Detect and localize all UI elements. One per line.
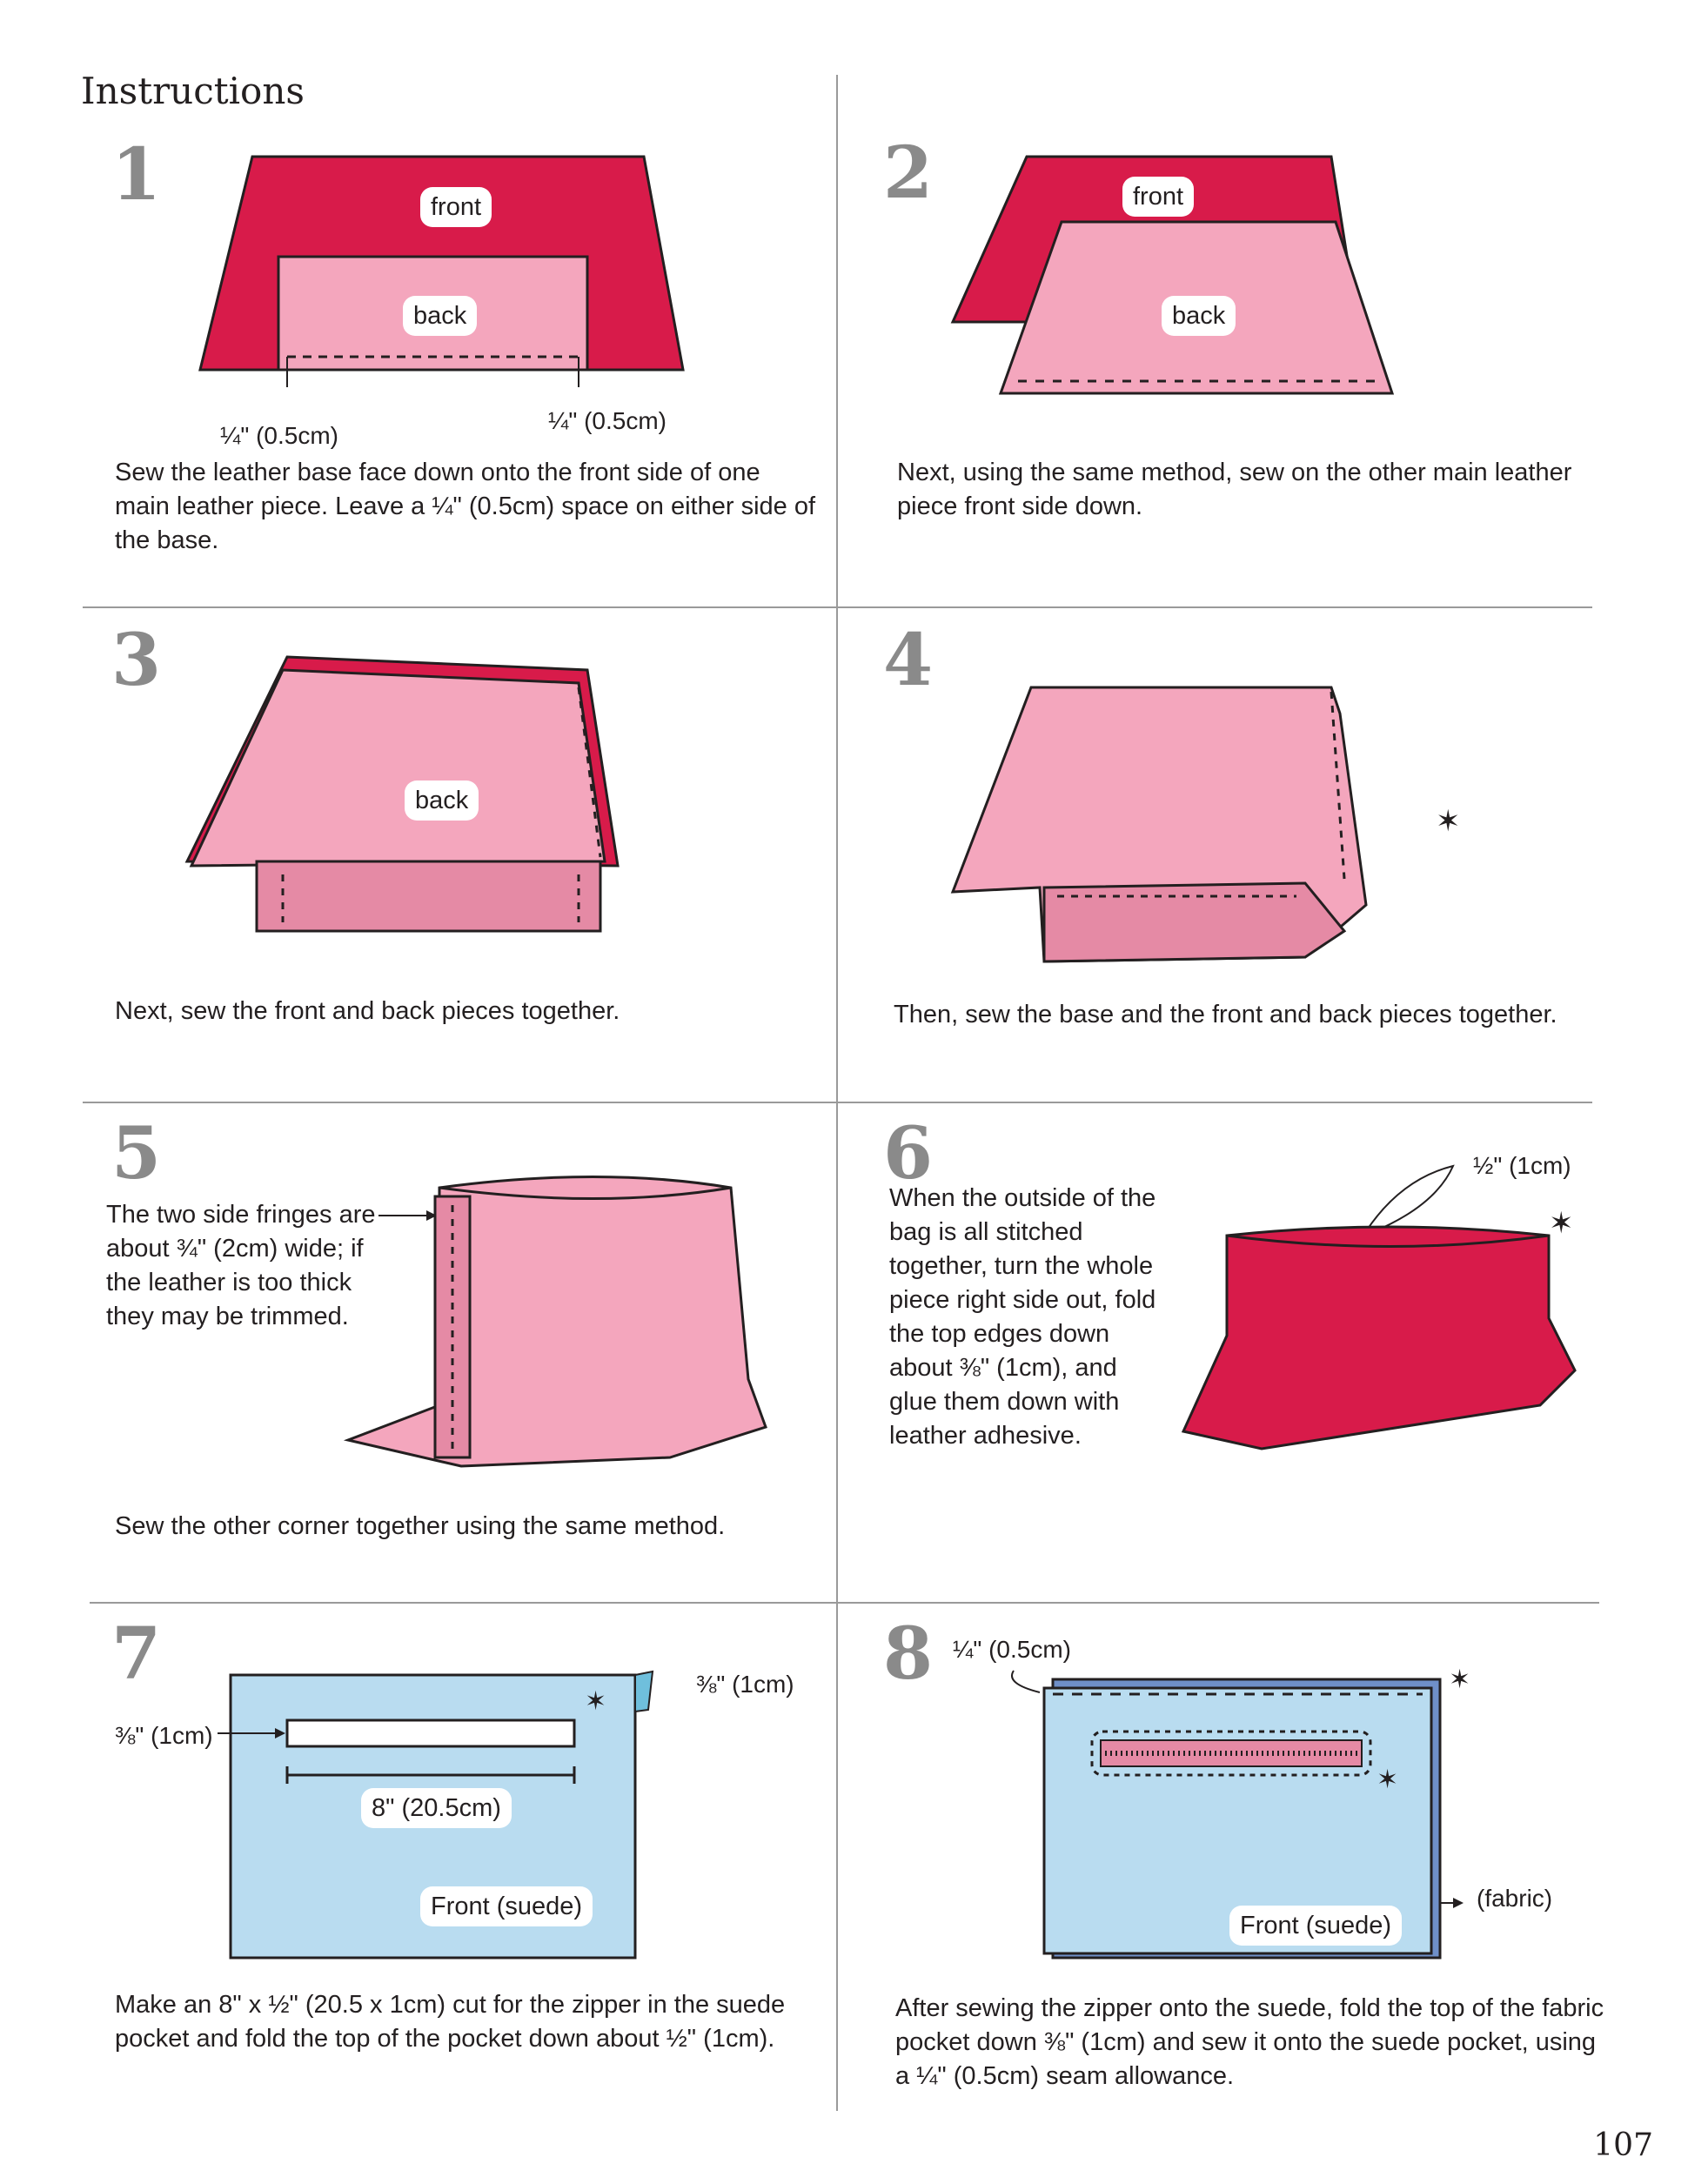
- panel-label: Front (suede): [420, 1886, 593, 1926]
- step-number: 6: [883, 1112, 934, 1196]
- left-seam-measure: ¼" (0.5cm): [220, 422, 338, 449]
- panel-label: Front (suede): [1229, 1906, 1402, 1946]
- step-caption: Next, using the same method, sew on the other main leather piece front side down.: [897, 459, 1572, 520]
- svg-text:✶: ✶: [585, 1686, 607, 1717]
- fold-measure: ½" (1cm): [1473, 1152, 1571, 1179]
- step-caption: Then, sew the base and the front and back pieces together.: [894, 1001, 1557, 1028]
- row-divider-3: [90, 1602, 1599, 1604]
- step-4-illustration: [948, 679, 1461, 975]
- front-label: front: [1122, 177, 1194, 217]
- step-number: 4: [883, 619, 934, 702]
- back-label: back: [1162, 296, 1236, 336]
- svg-text:✶: ✶: [1377, 1765, 1399, 1795]
- back-label: back: [403, 296, 477, 336]
- step-caption: After sewing the zipper onto the suede, fold the top of the fabric pocket down ⅜" (1cm) and sew it onto the suede pocket, using a ¼" (0.5cm) seam allowance.: [895, 1994, 1604, 2090]
- svg-text:✶: ✶: [1449, 1665, 1471, 1695]
- fold-measure: ⅜" (1cm): [696, 1671, 794, 1698]
- slit-measure: ⅜" (1cm): [115, 1722, 213, 1749]
- step-number: 7: [111, 1612, 162, 1696]
- page-number: 107: [1593, 2127, 1653, 2163]
- fabric-label: (fabric): [1477, 1885, 1553, 1912]
- row-divider-1: [83, 606, 1592, 608]
- step-number: 3: [111, 619, 162, 702]
- column-divider: [836, 75, 838, 2111]
- svg-text:✶: ✶: [1436, 804, 1461, 839]
- back-label: back: [405, 780, 479, 821]
- step-caption: Make an 8" x ½" (20.5 x 1cm) cut for the zipper in the suede pocket and fold the top of the pocket down about ½" (1cm).: [115, 1991, 786, 2053]
- length-measure-label: 8" (20.5cm): [361, 1788, 512, 1828]
- row-divider-2: [83, 1102, 1592, 1103]
- step-5-illustration: [339, 1170, 818, 1484]
- seam-measure: ¼" (0.5cm): [953, 1636, 1071, 1663]
- step-number: 8: [883, 1612, 934, 1696]
- step-caption: Sew the other corner together using the same method.: [115, 1512, 726, 1540]
- step-note: When the outside of the bag is all stitched together, turn the whole piece right side out, fold the top edges down about ⅜" (1cm), and glue them down with leather adhesive.: [889, 1184, 1156, 1450]
- page-heading: Instructions: [81, 70, 305, 112]
- step-6-illustration: [1166, 1153, 1618, 1484]
- front-label: front: [420, 187, 492, 227]
- step-number: 1: [111, 133, 162, 217]
- svg-text:✶: ✶: [1549, 1206, 1574, 1241]
- step-caption: Next, sew the front and back pieces together.: [115, 997, 620, 1025]
- step-number: 2: [883, 131, 934, 215]
- step-caption: Sew the leather base face down onto the front side of one main leather piece. Leave a ¼" (0.5cm) space on either side of the base.: [115, 459, 816, 554]
- right-seam-measure: ¼" (0.5cm): [548, 407, 666, 434]
- step-number: 5: [111, 1112, 162, 1196]
- step-note: The two side fringes are about ¾" (2cm) wide; if the leather is too thick they may be trimmed.: [106, 1201, 376, 1330]
